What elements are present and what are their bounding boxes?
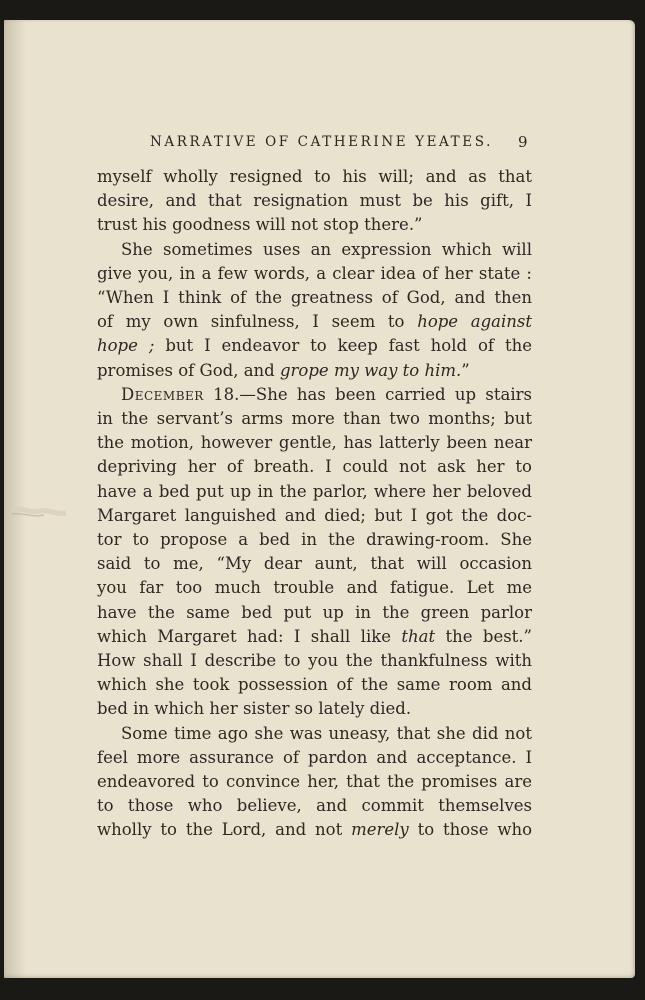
book-page [4,20,635,978]
text-segment: desire, and that resignation must be his gift, I [97,191,532,211]
text-segment: Margaret languished and died; but I got the doc- [97,505,532,525]
small-caps-text: December [121,384,204,404]
text-line [97,455,532,479]
body-text [97,165,532,843]
text-segment: She sometimes uses an expression which will [121,239,532,259]
text-line [97,165,532,189]
text-segment: give you, in a few words, a clear idea of her state : [97,263,532,283]
text-segment: wholly to the Lord, and not [97,820,352,840]
text-segment: have a bed put up in the parlor, where her beloved [97,481,532,501]
text-segment: How shall I describe to you the thankfulness with [97,651,532,671]
text-line [97,625,532,649]
text-line [97,818,532,842]
text-line [97,552,532,576]
text-segment: ” [461,360,470,380]
text-segment: you far too much trouble and fatigue. Let me [97,578,532,598]
text-line [97,480,532,504]
text-segment: depriving her of breath. I could not ask her to [97,457,532,477]
running-head-title: NARRATIVE OF CATHERINE YEATES. [150,134,493,150]
text-line [97,649,532,673]
text-line [97,576,532,600]
text-segment: to those who [408,820,533,840]
text-segment: myself wholly resigned to his will; and as that [97,167,532,186]
text-segment: have the same bed put up in the green parlor [97,602,532,622]
text-segment: which Margaret had: I shall like [97,626,402,646]
italic-text: that [401,626,436,646]
text-line [97,286,532,310]
text-line [97,359,532,383]
text-segment: which she took possession of the same room and [97,675,532,695]
text-line [97,794,532,818]
text-line [97,697,532,721]
text-line [97,262,532,286]
text-segment: trust his goodness will not stop there.” [97,215,423,235]
text-line [97,189,532,213]
text-segment: in the servant’s arms more than two months; but [97,409,532,429]
text-segment: tor to propose a bed in the drawing-room. She [97,530,532,550]
text-segment: bed in which her sister so lately died. [97,699,412,719]
text-line [97,722,532,746]
text-line [97,310,532,334]
text-segment: said to me, “My dear aunt, that will occasion [97,554,532,574]
text-segment: Some time ago she was uneasy, that she did not [121,723,532,743]
text-line [97,334,532,358]
text-line [97,407,532,431]
text-segment: 18.—She has been carried up stairs [203,384,532,404]
text-segment: the motion, however gentle, has latterly been near [97,433,532,453]
text-segment: to those who believe, and commit themselves [97,796,532,816]
text-line [97,601,532,625]
text-segment: but I endeavor to keep fast hold of the [154,336,532,356]
text-line [97,238,532,262]
page-edge-tear [10,500,66,524]
text-segment: the best.” [435,626,532,646]
text-line [97,528,532,552]
text-line [97,431,532,455]
italic-text: hope ; [97,336,155,356]
text-line [97,504,532,528]
text-segment: of my own sinfulness, I seem to [97,312,418,332]
text-line [97,383,532,407]
italic-text: grope my way to him. [279,360,462,380]
italic-text: hope against [417,312,532,332]
text-segment: “When I think of the greatness of God, and then [97,288,532,308]
text-segment: feel more assurance of pardon and acceptance. I [97,747,532,767]
text-line [97,213,532,237]
text-segment: endeavored to convince her, that the promises are [97,772,532,792]
text-line [97,770,532,794]
text-line [97,746,532,770]
text-line [97,673,532,697]
page-number: 9 [518,133,528,151]
gutter-shadow [4,20,26,978]
italic-text: merely [351,820,409,840]
text-segment: promises of God, and [97,360,280,380]
